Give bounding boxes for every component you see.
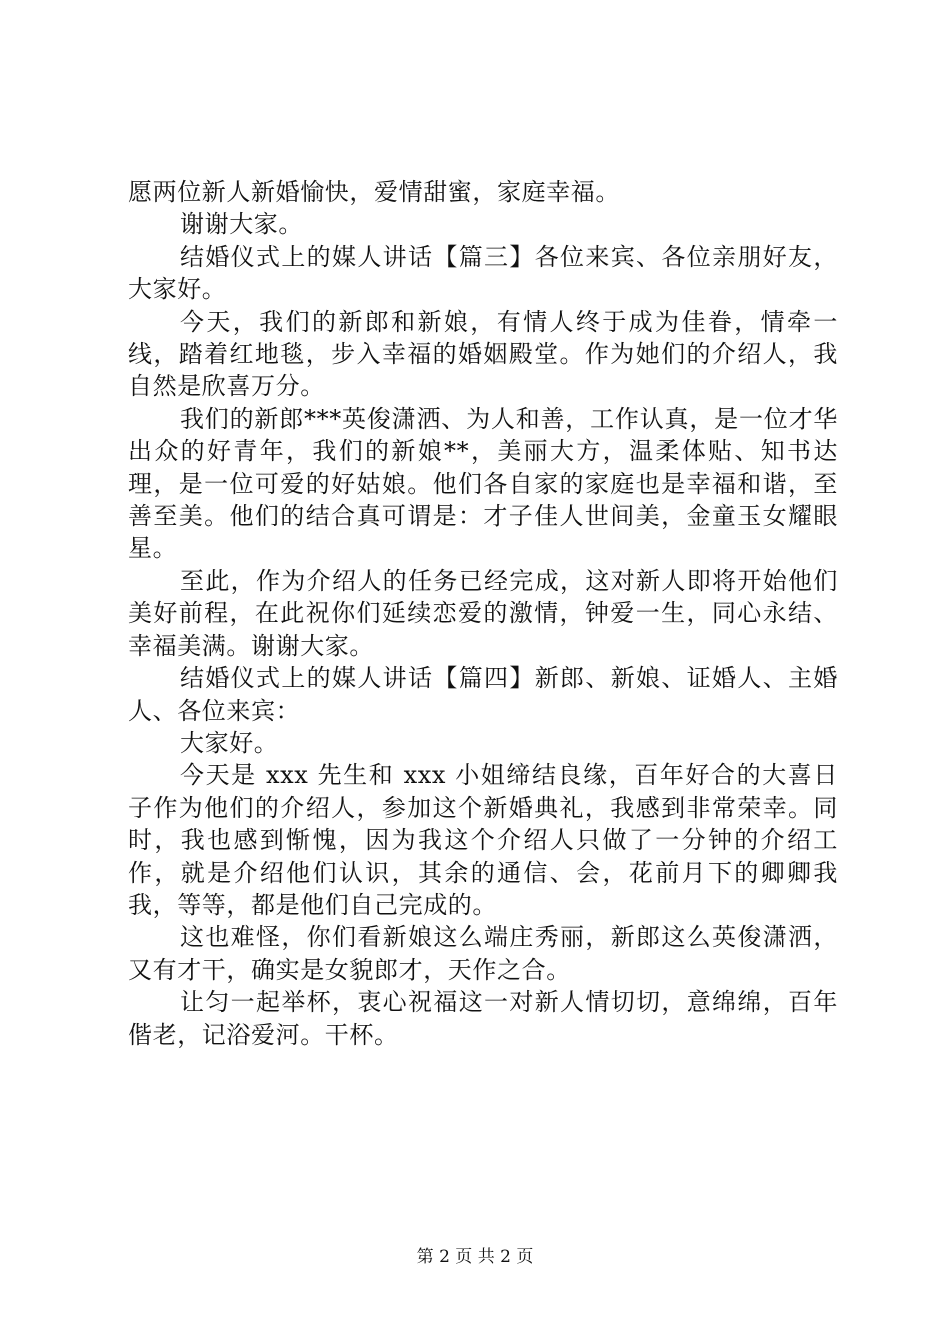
paragraph: 至此，作为介绍人的任务已经完成，这对新人即将开始他们美好前程，在此祝你们延续恋爱的激情，钟爱一生，同心永结、幸福美满。谢谢大家。 [128,566,838,660]
paragraph: 愿两位新人新婚愉快，爱情甜蜜，家庭幸福。 [128,178,620,206]
paragraph: 今天是 xxx 先生和 xxx 小姐缔结良缘，百年好合的大喜日子作为他们的介绍人，参加这个新婚典礼，我感到非常荣幸。同时，我也感到惭愧，因为我这个介绍人只做了一分钟的介绍工作，就是介绍他们认识，其余的通信、会，花前月下的卿卿我我，等等，都是他们自己完成的。 [128,761,838,919]
paragraph: 谢谢大家。 [180,210,303,239]
page-footer: 第 2 页 共 2 页 [416,1247,534,1267]
paragraph: 结婚仪式上的媒人讲话【篇三】各位来宾、各位亲朋好友，大家好。 [128,242,838,304]
paragraph: 今天，我们的新郎和新娘，有情人终于成为佳眷，情牵一线，踏着红地毯，步入幸福的婚姻殿堂。作为她们的介绍人，我自然是欣喜万分。 [128,307,838,401]
paragraph: 大家好。 [180,728,279,757]
paragraph: 我们的新郎***英俊潇洒、为人和善，工作认真，是一位才华出众的好青年，我们的新娘**，美丽大方，温柔体贴、知书达理，是一位可爱的好姑娘。他们各自家的家庭也是幸福和谐，至善至美。他们的结合真可谓是：才子佳人世间美，金童玉女耀眼星。 [128,404,838,563]
paragraph: 这也难怪，你们看新娘这么端庄秀丽，新郎这么英俊潇洒，又有才干，确实是女貌郎才，天作之合。 [128,923,838,984]
paragraph: 结婚仪式上的媒人讲话【篇四】新郎、新娘、证婚人、主婚人、各位来宾： [128,664,838,725]
paragraph: 让匀一起举杯，衷心祝福这一对新人情切切，意绵绵，百年偕老，记浴爱河。干杯。 [128,988,838,1049]
document-body [128,176,838,1051]
